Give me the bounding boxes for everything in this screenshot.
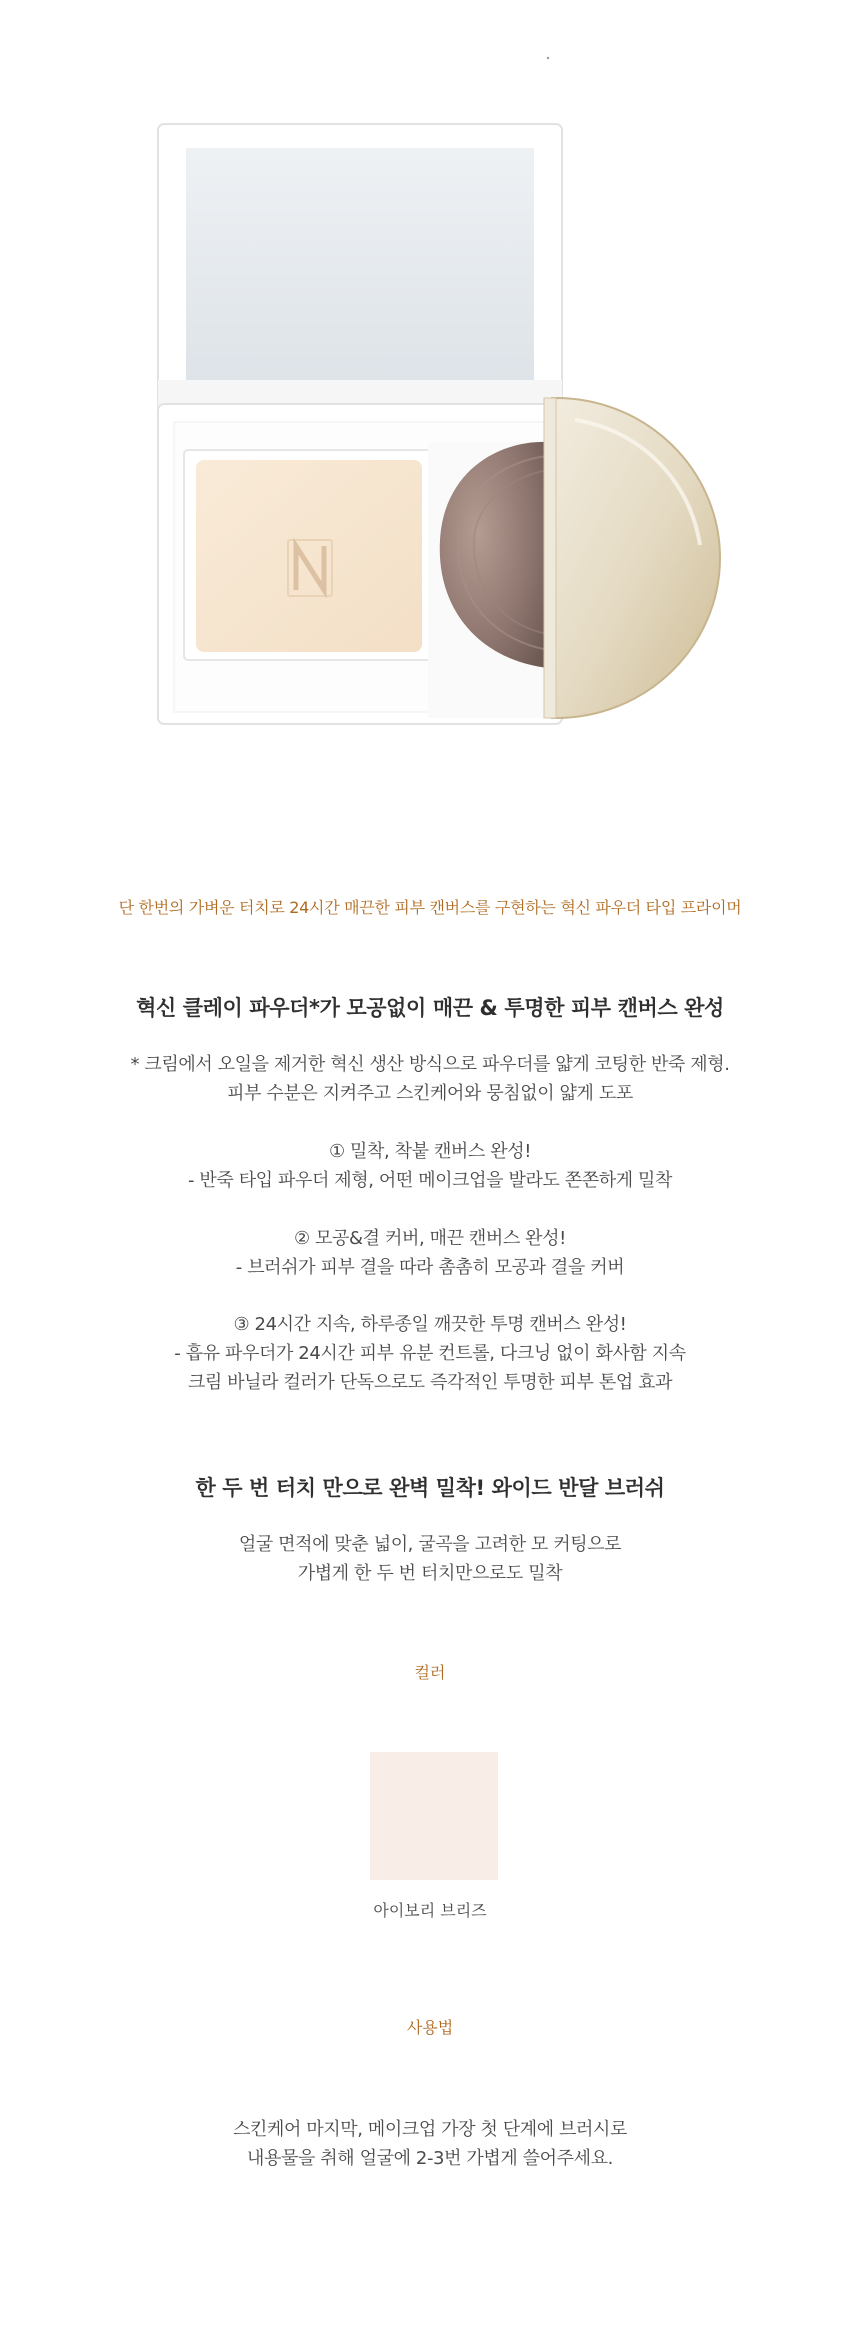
feature-point-title: ② 모공&결 커버, 매끈 캔버스 완성! xyxy=(294,1228,566,1249)
feature-note xyxy=(0,1050,860,1108)
usage-section-label: 사용법 xyxy=(406,2018,454,2037)
color-swatch-name: 아이보리 브리즈 xyxy=(373,1901,487,1920)
feature-point-line: 크림 바닐라 컬러가 단독으로도 즉각적인 투명한 피부 톤업 효과 xyxy=(187,1372,673,1393)
gold-brush-cap xyxy=(544,398,720,718)
feature-point-line: - 흡유 파우더가 24시간 피부 유분 컨트롤, 다크닝 없이 화사함 지속 xyxy=(174,1343,686,1364)
feature-point-line: - 반죽 타입 파우더 제형, 어떤 메이크업을 발라도 쫀쫀하게 밀착 xyxy=(187,1170,672,1191)
color-section-label: 컬러 xyxy=(414,1663,446,1682)
product-image xyxy=(0,0,860,800)
brush-description xyxy=(0,1530,860,1588)
usage-description-line: 내용물을 취해 얼굴에 2-3번 가볍게 쓸어주세요. xyxy=(247,2148,613,2169)
brush-description-line: 얼굴 면적에 맞춘 넓이, 굴곡을 고려한 모 커팅으로 xyxy=(238,1534,622,1555)
feature-point-title: ① 밀착, 착붙 캔버스 완성! xyxy=(328,1141,532,1162)
feature-point-line: - 브러쉬가 피부 결을 따라 촘촘히 모공과 결을 커버 xyxy=(235,1257,625,1278)
usage-description-line: 스킨케어 마지막, 메이크업 가장 첫 단계에 브러시로 xyxy=(233,2119,627,2140)
color-swatch xyxy=(370,1752,498,1880)
feature-point-3 xyxy=(0,1310,860,1397)
usage-description xyxy=(0,2115,860,2173)
product-tagline: 단 한번의 가벼운 터치로 24시간 매끈한 피부 캔버스를 구현하는 혁신 파우더 타입 프라이머 xyxy=(118,898,742,917)
feature-heading: 혁신 클레이 파우더*가 모공없이 매끈 & 투명한 피부 캔버스 완성 xyxy=(136,996,724,1020)
feature-note-line: 피부 수분은 지켜주고 스킨케어와 뭉침없이 얇게 도포 xyxy=(227,1083,633,1104)
feature-point-title: ③ 24시간 지속, 하루종일 깨끗한 투명 캔버스 완성! xyxy=(233,1314,627,1335)
feature-point-2 xyxy=(0,1224,860,1282)
feature-note-line: * 크림에서 오일을 제거한 혁신 생산 방식으로 파우더를 얇게 코팅한 반죽 제형. xyxy=(130,1054,730,1075)
brush-heading: 한 두 번 터치 만으로 완벽 밀착! 와이드 반달 브러쉬 xyxy=(195,1476,665,1500)
feature-point-1 xyxy=(0,1137,860,1195)
brush-description-line: 가볍게 한 두 번 터치만으로도 밀착 xyxy=(297,1563,563,1584)
mirror-lid xyxy=(158,124,562,412)
